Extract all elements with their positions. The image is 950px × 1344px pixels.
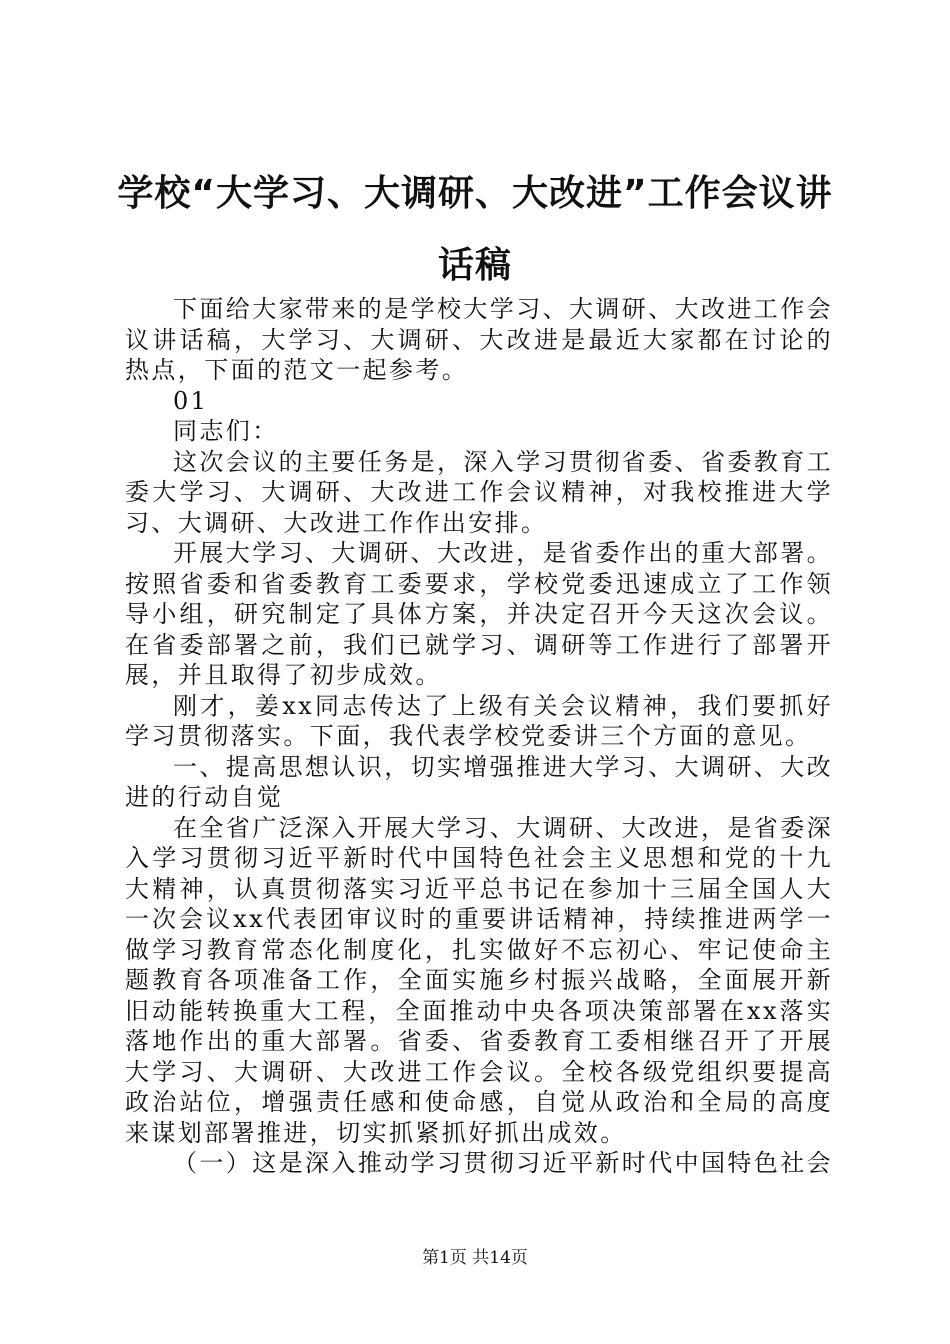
paragraph-opinions: 刚才，姜xx同志传达了上级有关会议精神，我们要抓好学习贯彻落实。下面，我代表学校党委讲三个方面的意见。 [125,691,833,750]
paragraph-heading-one: 一、提高思想认识，切实增强推进大学习、大调研、大改进的行动自觉 [125,752,833,811]
paragraph-salutation: 同志们： [173,417,279,445]
paragraph-subheading-one: （一）这是深入推动学习贯彻习近平新时代中国特色社会 [173,1149,833,1177]
paragraph-section-number: 01 [173,386,209,415]
paragraph-deployment: 开展大学习、大调研、大改进，是省委作出的重大部署。按照省委和省委教育工委要求，学校党委迅速成立了工作领导小组，研究制定了具体方案，并决定召开今天这次会议。在省委部署之前，我们已就学习、调研等工作进行了部署开展，并且取得了初步成效。 [125,539,833,689]
paragraph-intro: 下面给大家带来的是学校大学习、大调研、大改进工作会议讲话稿，大学习、大调研、大改进是最近大家都在讨论的热点，下面的范文一起参考。 [125,295,833,384]
paragraph-main-content: 在全省广泛深入开展大学习、大调研、大改进，是省委深入学习贯彻习近平新时代中国特色社会主义思想和党的十九大精神，认真贯彻落实习近平总书记在参加十三届全国人大一次会议xx代表团审议时的重要讲话精神，持续推进两学一做学习教育常态化制度化，扎实做好不忘初心、牢记使命主题教育各项准备工作，全面实施乡村振兴战略，全面展开新旧动能转换重大工程，全面推动中央各项决策部署在xx落实落地作出的重大部署。省委、省委教育工委相继召开了开展大学习、大调研、大改进工作会议。全校各级党组织要提高政治站位，增强责任感和使命感，自觉从政治和全局的高度来谋划部署推进，切实抓紧抓好抓出成效。 [125,813,833,1147]
document-title: 学校“大学习、大调研、大改进”工作会议讲话稿 [117,173,833,286]
document-body [125,294,833,1179]
page-footer: 第1页 共14页 [422,1248,528,1268]
paragraph-meeting-task: 这次会议的主要任务是，深入学习贯彻省委、省委教育工委大学习、大调研、大改进工作会议精神，对我校推进大学习、大调研、大改进工作作出安排。 [125,447,833,537]
